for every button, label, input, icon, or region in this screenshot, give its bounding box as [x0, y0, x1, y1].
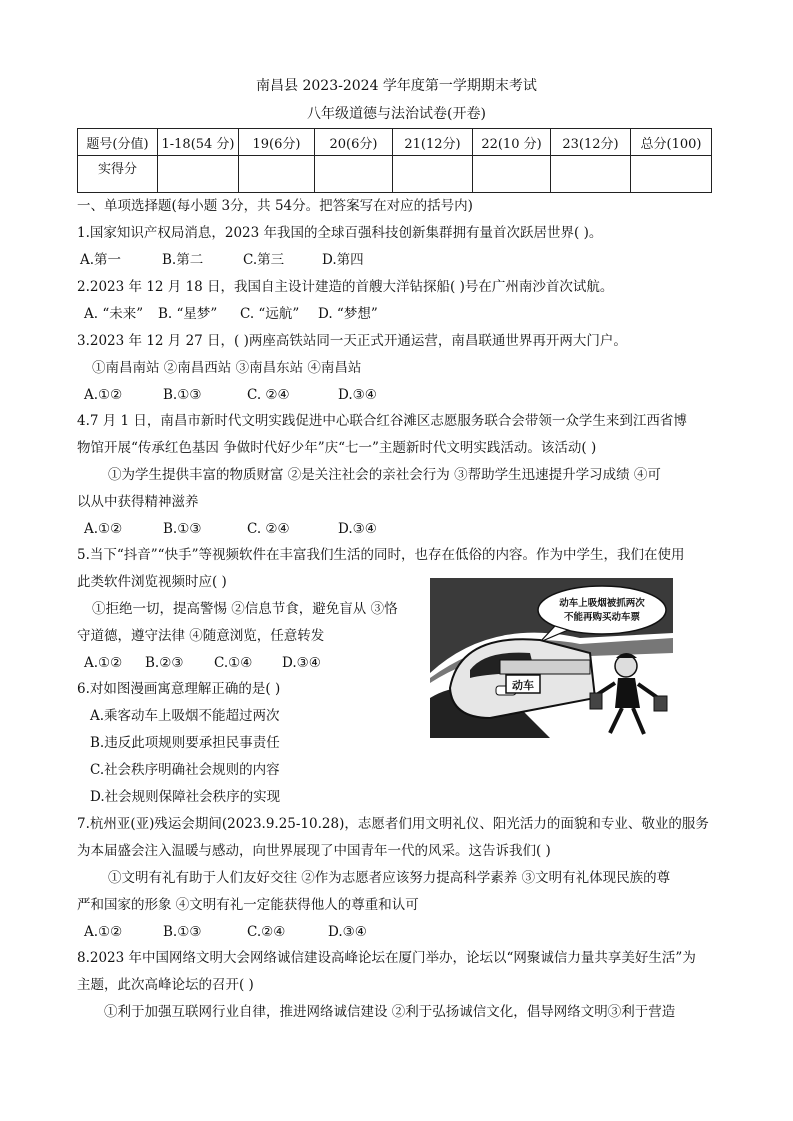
- cartoon-bubble-line1: 动车上吸烟被抓两次: [559, 598, 645, 609]
- score-header-cell: 23(12分): [551, 129, 631, 156]
- score-row-label: 实得分: [78, 156, 158, 193]
- question-7-stem-line1: 7.杭州亚(亚)残运会期间(2023.9.25-10.28)，志愿者们用文明礼仪、阳光活力的面貌和专业、敬业的服务: [77, 816, 709, 832]
- question-5-items-line1: ①拒绝一切，提高警惕 ②信息节食，避免盲从 ③恪: [92, 601, 398, 617]
- question-4-option-a[interactable]: A.①②: [84, 521, 123, 537]
- score-cell[interactable]: [631, 156, 712, 193]
- question-4-option-b[interactable]: B.①③: [163, 521, 202, 537]
- question-2-option-a[interactable]: A. “未来”: [84, 306, 144, 322]
- question-3-stem: 3.2023 年 12 月 27 日，( )两座高铁站同一天正式开通运营，南昌联通世界再开两大门户。: [77, 333, 627, 349]
- score-header-cell: 1-18(54 分): [158, 129, 239, 156]
- question-1-option-a[interactable]: A.第一: [80, 252, 122, 268]
- question-3-option-b[interactable]: B.①③: [163, 387, 202, 403]
- question-5-option-a[interactable]: A.①②: [84, 655, 123, 671]
- question-2-option-d[interactable]: D. “梦想”: [318, 306, 378, 322]
- question-7-items-line2: 严和国家的形象 ④文明有礼一定能获得他人的尊重和认可: [77, 897, 419, 913]
- question-3-option-d[interactable]: D.③④: [338, 387, 377, 403]
- score-cell[interactable]: [239, 156, 315, 193]
- score-cell[interactable]: [551, 156, 631, 193]
- score-header-cell: 19(6分): [239, 129, 315, 156]
- question-6-option-a[interactable]: A.乘客动车上吸烟不能超过两次: [90, 708, 280, 724]
- question-6-option-b[interactable]: B.违反此项规则要承担民事责任: [90, 735, 280, 751]
- question-5-option-d[interactable]: D.③④: [282, 655, 321, 671]
- question-7-option-d[interactable]: D.③④: [328, 924, 367, 940]
- score-cell[interactable]: [393, 156, 473, 193]
- question-4-items-line1: ①为学生提供丰富的物质财富 ②是关注社会的亲社会行为 ③帮助学生迅速提升学习成绩 ④可: [108, 467, 661, 483]
- question-1-option-b[interactable]: B.第二: [162, 252, 204, 268]
- exam-title: 南昌县 2023-2024 学年度第一学期期末考试: [256, 78, 537, 94]
- score-header-cell: 题号(分值): [78, 129, 158, 156]
- score-header-cell: 20(6分): [315, 129, 393, 156]
- question-5-option-b[interactable]: B.②③: [145, 655, 184, 671]
- question-2-option-c[interactable]: C. “远航”: [240, 306, 300, 322]
- question-4-option-d[interactable]: D.③④: [338, 521, 377, 537]
- question-2-option-b[interactable]: B. “星梦”: [158, 306, 218, 322]
- exam-subtitle: 八年级道德与法治试卷(开卷): [307, 106, 486, 122]
- question-8-stem-line1: 8.2023 年中国网络文明大会网络诚信建设高峰论坛在厦门举办，论坛以“网聚诚信力量共享美好生活”为: [77, 950, 696, 966]
- score-table: [77, 128, 712, 193]
- cartoon-train-smoking: [430, 578, 673, 738]
- question-1-option-c[interactable]: C.第三: [243, 252, 285, 268]
- question-1-option-d[interactable]: D.第四: [322, 252, 364, 268]
- score-cell[interactable]: [315, 156, 393, 193]
- question-4-stem-line2: 物馆开展“传承红色基因 争做时代好少年”庆“七一”主题新时代文明实践活动。该活动( ): [77, 440, 597, 456]
- question-6-stem: 6.对如图漫画寓意理解正确的是( ): [77, 681, 281, 697]
- question-3-items: ①南昌南站 ②南昌西站 ③南昌东站 ④南昌站: [92, 360, 362, 376]
- question-7-stem-line2: 为本届盛会注入温暖与感动，向世界展现了中国青年一代的风采。这告诉我们( ): [77, 843, 551, 859]
- question-7-option-b[interactable]: B.①③: [163, 924, 202, 940]
- question-2-stem: 2.2023 年 12 月 18 日，我国自主设计建造的首艘大洋钻探船( )号在广州南沙首次试航。: [77, 279, 614, 295]
- cartoon-train-label: 动车: [512, 679, 534, 692]
- question-4-items-line2: 以从中获得精神滋养: [77, 494, 199, 510]
- question-7-option-a[interactable]: A.①②: [84, 924, 123, 940]
- question-8-items-line1: ①利于加强互联网行业自律，推进网络诚信建设 ②利于弘扬诚信文化，倡导网络文明③利于营造: [104, 1004, 676, 1020]
- section-heading: 一、单项选择题(每小题 3分，共 54分。把答案写在对应的括号内): [77, 198, 473, 214]
- question-5-items-line2: 守道德，遵守法律 ④随意浏览，任意转发: [77, 628, 325, 644]
- score-table-header-row: [78, 129, 712, 156]
- question-4-stem-line1: 4.7 月 1 日，南昌市新时代文明实践促进中心联合红谷滩区志愿服务联合会带领一众学生来到江西省博: [77, 413, 687, 429]
- question-1-stem: 1.国家知识产权局消息，2023 年我国的全球百强科技创新集群拥有量首次跃居世界( )。: [77, 225, 603, 241]
- question-4-option-c[interactable]: C. ②④: [247, 521, 290, 537]
- score-cell[interactable]: [473, 156, 551, 193]
- score-header-cell: 总分(100): [631, 129, 712, 156]
- question-3-option-c[interactable]: C. ②④: [247, 387, 290, 403]
- question-7-items-line1: ①文明有礼有助于人们友好交往 ②作为志愿者应该努力提高科学素养 ③文明有礼体现民族的尊: [108, 870, 671, 886]
- question-8-stem-line2: 主题，此次高峰论坛的召开( ): [77, 977, 254, 993]
- question-5-stem-line2: 此类软件浏览视频时应( ): [77, 574, 227, 590]
- question-6-option-c[interactable]: C.社会秩序明确社会规则的内容: [90, 762, 280, 778]
- cartoon-bubble-line2: 不能再购买动车票: [563, 612, 641, 623]
- score-header-cell: 22(10 分): [473, 129, 551, 156]
- question-5-stem-line1: 5.当下“抖音”“快手”等视频软件在丰富我们生活的同时，也存在低俗的内容。作为中学生，我们在使用: [77, 547, 685, 563]
- score-header-cell: 21(12分): [393, 129, 473, 156]
- score-cell[interactable]: [158, 156, 239, 193]
- question-5-option-c[interactable]: C.①④: [214, 655, 253, 671]
- score-table-score-row: [78, 156, 712, 193]
- question-6-option-d[interactable]: D.社会规则保障社会秩序的实现: [90, 789, 281, 805]
- question-3-option-a[interactable]: A.①②: [84, 387, 123, 403]
- question-7-option-c[interactable]: C.②④: [247, 924, 286, 940]
